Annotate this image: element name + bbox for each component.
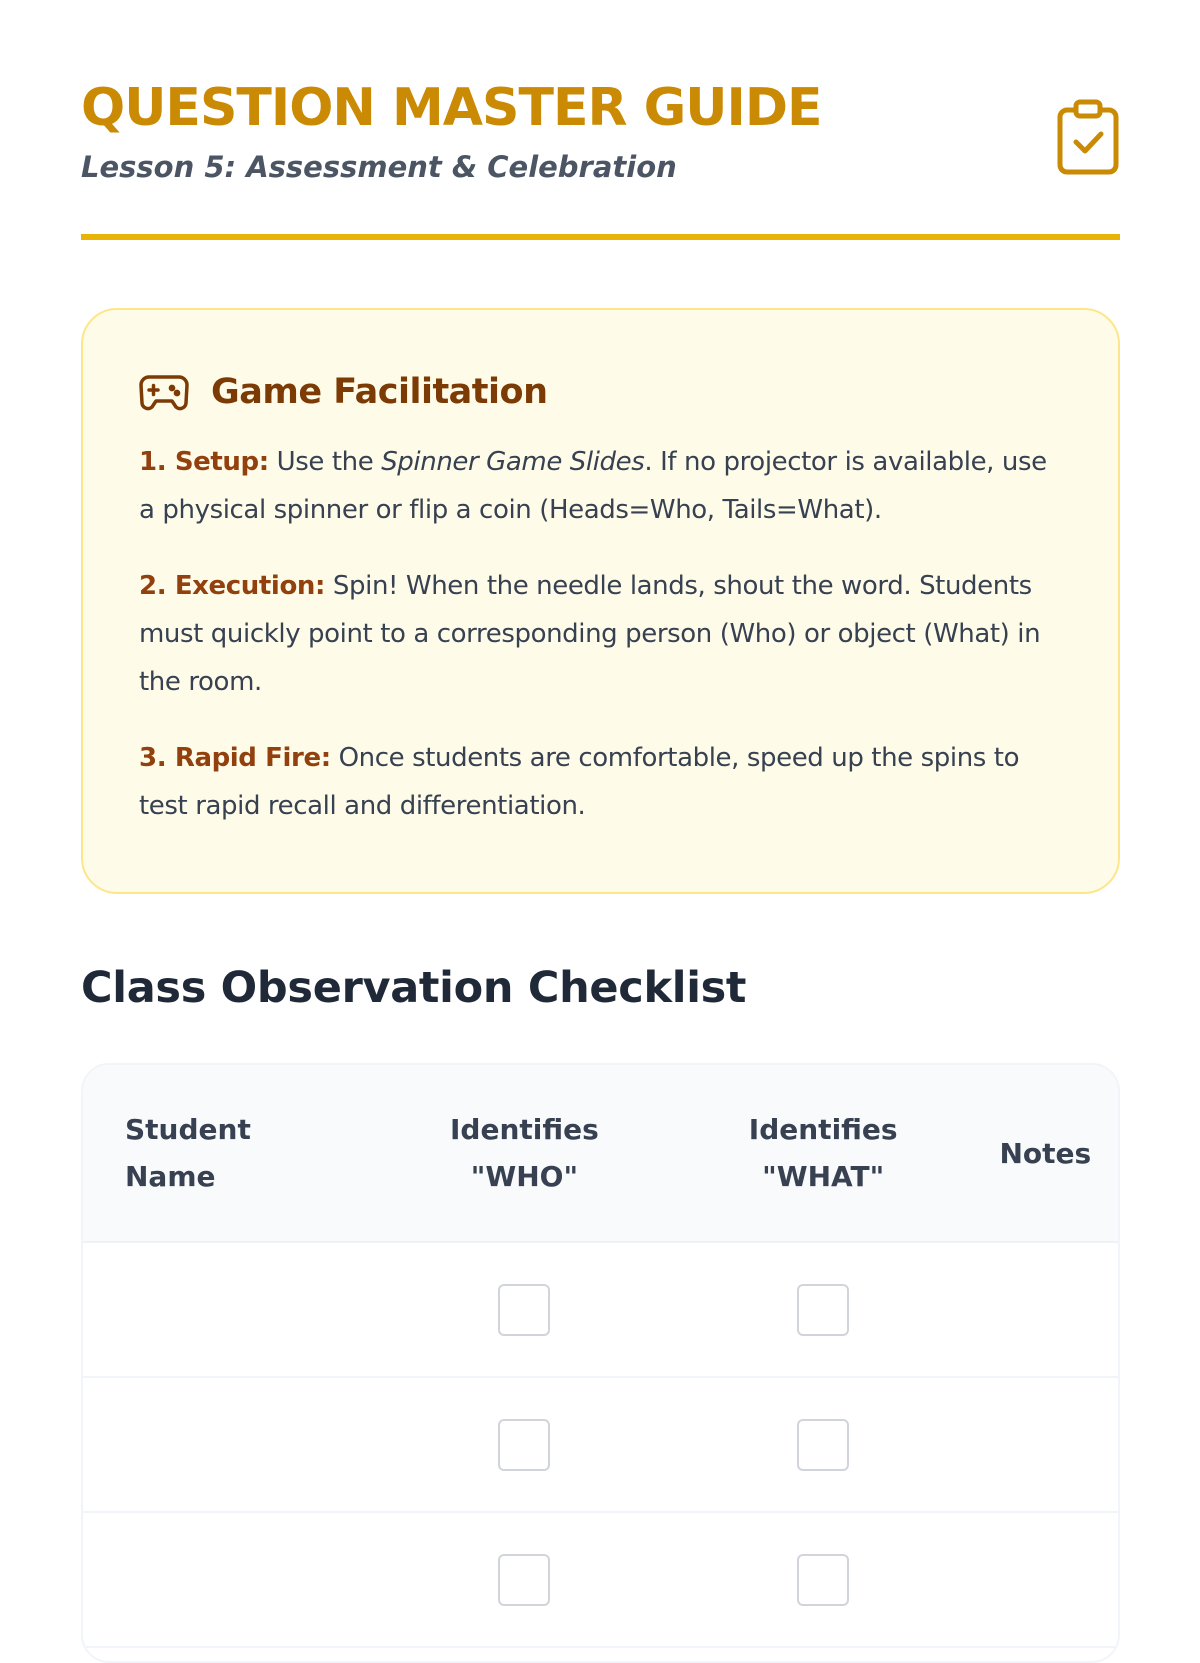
- checklist-title: Class Observation Checklist: [81, 963, 747, 1013]
- table-row: [83, 1513, 1118, 1648]
- who-cell: [375, 1513, 674, 1646]
- page-title: QUESTION MASTER GUIDE: [81, 78, 822, 138]
- column-header-notes: Notes: [999, 1136, 1092, 1170]
- column-header-what: [674, 1065, 973, 1241]
- step-text: . If no projector is available, use a physical spinner or flip a coin (Heads=Who, Tails=What).: [139, 447, 1047, 525]
- notes-cell[interactable]: [973, 1378, 1118, 1511]
- what-cell: [674, 1378, 973, 1511]
- column-header-line: Identifies: [748, 1113, 898, 1146]
- what-checkbox[interactable]: [797, 1419, 849, 1471]
- column-header-line: "WHAT": [762, 1160, 885, 1193]
- step-rapid-fire: [139, 734, 1062, 830]
- what-checkbox[interactable]: [797, 1554, 849, 1606]
- who-checkbox[interactable]: [498, 1554, 550, 1606]
- column-header-line: Name: [125, 1160, 216, 1193]
- step-text: Spin! When the needle lands, shout the word. Students must quickly point to a corresponding person (Who) or object (What) in the room.: [139, 571, 1041, 697]
- who-checkbox[interactable]: [498, 1419, 550, 1471]
- lesson-guide-page: [81, 0, 1120, 1193]
- table-row: [83, 1378, 1118, 1513]
- card-title: Game Facilitation: [211, 372, 548, 412]
- card-header: [139, 368, 1062, 416]
- step-label: 1. Setup:: [139, 447, 269, 477]
- page-subtitle: Lesson 5: Assessment & Celebration: [81, 150, 677, 184]
- who-checkbox[interactable]: [498, 1284, 550, 1336]
- step-setup: [139, 438, 1062, 534]
- column-header-line: "WHO": [470, 1160, 579, 1193]
- what-checkbox[interactable]: [797, 1284, 849, 1336]
- who-cell: [375, 1243, 674, 1376]
- student-name-cell[interactable]: [83, 1243, 375, 1376]
- table-row: [83, 1243, 1118, 1378]
- header-divider: [81, 234, 1120, 240]
- observation-table: [81, 1063, 1120, 1663]
- student-name-cell[interactable]: [83, 1513, 375, 1646]
- step-emphasis: Spinner Game Slides: [381, 447, 645, 477]
- notes-cell[interactable]: [973, 1243, 1118, 1376]
- step-text: Once students are comfortable, speed up the spins to test rapid recall and differentiation.: [139, 743, 1020, 821]
- table-header: [83, 1065, 1118, 1243]
- clipboard-check-icon: [1056, 98, 1120, 176]
- step-text: Use the: [276, 447, 374, 477]
- notes-cell[interactable]: [973, 1513, 1118, 1646]
- what-cell: [674, 1243, 973, 1376]
- page-header: [81, 0, 1120, 240]
- column-header-student-name: [83, 1065, 375, 1241]
- column-header-line: Identifies: [450, 1113, 599, 1146]
- step-execution: [139, 562, 1062, 706]
- column-header-who: [375, 1065, 674, 1241]
- who-cell: [375, 1378, 674, 1511]
- step-label: 3. Rapid Fire:: [139, 743, 331, 773]
- column-header-line: Student: [125, 1113, 251, 1146]
- gamepad-icon: [139, 373, 189, 411]
- what-cell: [674, 1513, 973, 1646]
- step-label: 2. Execution:: [139, 571, 326, 601]
- game-facilitation-card: [81, 308, 1120, 894]
- student-name-cell[interactable]: [83, 1378, 375, 1511]
